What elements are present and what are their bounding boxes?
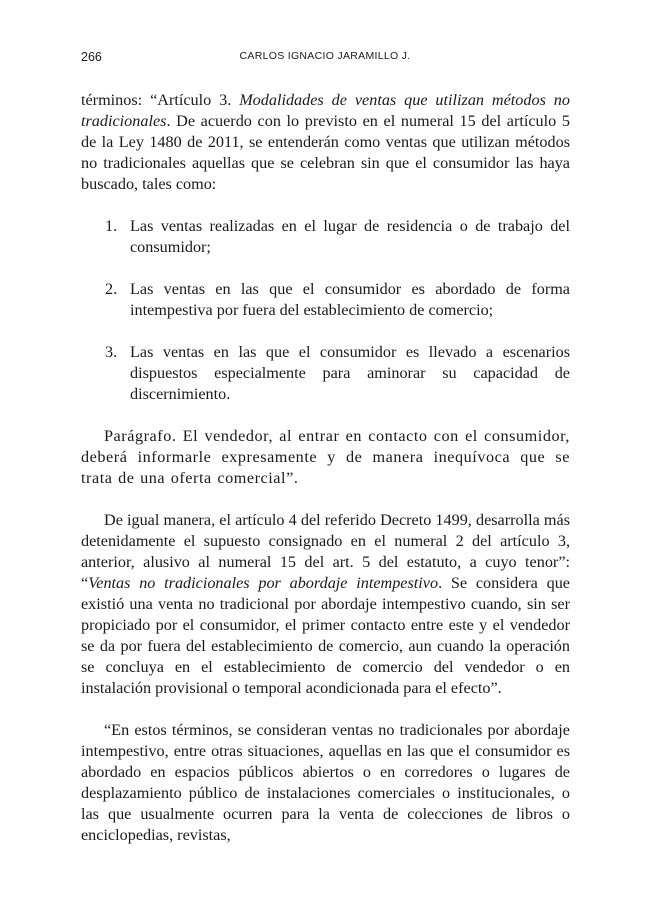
page-number: 266 bbox=[81, 50, 102, 64]
list-item-number: 3. bbox=[105, 343, 118, 361]
body-text bbox=[81, 90, 570, 846]
paragraph-1-rest: . De acuerdo con lo previsto en el numeral 15 del artículo 5 de la Ley 1480 de 2011, se entenderán como ventas que utilizan métodos no tradicionales aquellas que se celebran sin que el consumidor las haya buscado, tales como: bbox=[81, 112, 570, 193]
paragraph-1-lead: términos: “Artículo 3. bbox=[81, 91, 240, 109]
list-item bbox=[81, 279, 570, 321]
list-item-text: Las ventas realizadas en el lugar de residencia o de trabajo del consumidor; bbox=[130, 217, 570, 256]
running-title: CARLOS IGNACIO JARAMILLO J. bbox=[239, 50, 411, 62]
running-header bbox=[81, 50, 569, 66]
list-item bbox=[81, 216, 570, 258]
list-item-number: 1. bbox=[105, 217, 118, 235]
paragraph-3-italic-title: Ventas no tradicionales por abordaje intempestivo bbox=[88, 574, 439, 592]
list-item-number: 2. bbox=[105, 280, 118, 298]
list-item-text: Las ventas en las que el consumidor es llevado a escenarios dispuestos especialmente para aminorar su capacidad de discernimiento. bbox=[130, 343, 570, 403]
paragraph-4: “En estos términos, se consideran ventas no tradicionales por abordaje intempestivo, entre otras situaciones, aquellas en las que el consumidor es abordado en espacios públicos abiertos o en corredores o lugares de desplazamiento público de instalaciones comerciales o institucionales, o las que usualmente ocurren para la venta de colecciones de libros o enciclopedias, revistas, bbox=[81, 721, 570, 844]
paragraph-paragrafo: Parágrafo. El vendedor, al entrar en contacto con el consumidor, deberá informarle expresamente y de manera inequívoca que se trata de una oferta comercial”. bbox=[81, 427, 570, 487]
paragraph-3-lead: De igual manera, el artículo 4 del referido Decreto 1499, desarrolla más detenidamente el supuesto consignado en el numeral 2 del artículo 3, anterior, alusivo al numeral 15 del art. 5 del estatuto, a cuyo tenor”: “ bbox=[81, 511, 570, 592]
paragraph-3-rest: . Se considera que existió una venta no tradicional por abordaje intempestivo cuando, sin ser propiciado por el consumidor, el primer contacto entre este y el vendedor se da por fuera del establecimiento de comercio, aun cuando la operación se concluya en el establecimiento de comercio del vendedor o en instalación provisional o temporal acondicionada para el efecto”. bbox=[81, 574, 570, 697]
list-item bbox=[81, 342, 570, 405]
paragraph-1 bbox=[81, 90, 570, 195]
paragraph-1-italic-title: Modalidades de ventas que utilizan métodos no tradicionales bbox=[81, 91, 570, 130]
numbered-list bbox=[81, 216, 570, 405]
paragraph-3 bbox=[81, 510, 570, 699]
list-item-text: Las ventas en las que el consumidor es abordado de forma intempestiva por fuera del establecimiento de comercio; bbox=[130, 280, 570, 319]
